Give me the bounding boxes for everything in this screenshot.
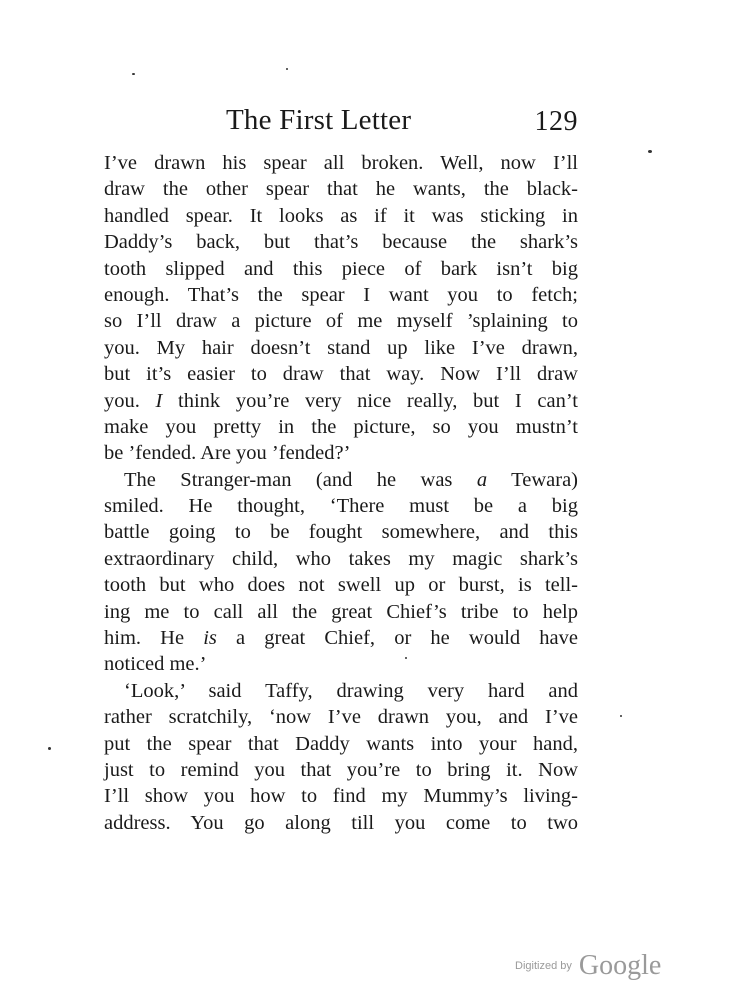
text-line: Daddy’s back, but that’s because the shark’s <box>104 231 578 254</box>
page-number: 129 <box>534 106 578 137</box>
text-line: but it’s easier to draw that way. Now I’ll draw <box>104 363 578 386</box>
italic-word: I <box>155 389 163 412</box>
text-line: rather scratchily, ‘now I’ve drawn you, and I’ve <box>104 706 578 729</box>
text-line: tooth slipped and this piece of bark isn’t big <box>104 257 578 280</box>
digitized-by-label: Digitized by <box>515 960 572 972</box>
text-line: be ’fended. Are you ’fended?’ <box>104 442 351 465</box>
scan-speck <box>620 715 622 717</box>
text-line: extraordinary child, who takes my magic shark’s <box>104 547 578 570</box>
scan-speck <box>286 68 288 70</box>
page-header <box>104 104 584 144</box>
text-line: just to remind you that you’re to bring it. Now <box>104 758 578 781</box>
text-line: enough. That’s the spear I want you to fetch; <box>104 283 578 306</box>
text-line: so I’ll draw a picture of me myself ’splaining to <box>104 310 578 333</box>
text-line: The Stranger-man (and he was a Tewara) <box>124 468 578 491</box>
text-line: I’ll show you how to find my Mummy’s living- <box>104 785 578 808</box>
scan-speck <box>48 747 51 750</box>
text-line: ‘Look,’ said Taffy, drawing very hard and <box>124 679 578 702</box>
text-line: ing me to call all the great Chief’s tribe to help <box>104 600 578 623</box>
text-line: battle going to be fought somewhere, and this <box>104 521 578 544</box>
text-line: tooth but who does not swell up or burst, is tell- <box>104 574 578 597</box>
scan-speck <box>648 150 652 153</box>
text-line: smiled. He thought, ‘There must be a big <box>104 495 578 518</box>
italic-word: a <box>476 468 488 491</box>
google-logo: Google <box>578 950 662 981</box>
body-text <box>104 150 578 836</box>
text-line: draw the other spear that he wants, the black- <box>104 178 578 201</box>
italic-word: is <box>203 627 217 650</box>
text-line: him. He is a great Chief, or he would have <box>104 627 578 650</box>
text-line: I’ve drawn his spear all broken. Well, now I’ll <box>104 152 578 174</box>
text-line: handled spear. It looks as if it was sticking in <box>104 204 578 227</box>
text-line: address. You go along till you come to two <box>104 811 578 834</box>
text-line: you. I think you’re very nice really, but I can’t <box>104 389 579 412</box>
scan-speck <box>132 73 135 75</box>
text-line: noticed me.’ <box>104 653 207 676</box>
digitized-by-google-watermark <box>515 950 661 982</box>
text-line: you. My hair doesn’t stand up like I’ve drawn, <box>104 336 578 359</box>
text-line: make you pretty in the picture, so you mustn’t <box>104 415 578 438</box>
text-line: put the spear that Daddy wants into your hand, <box>104 732 578 755</box>
running-title: The First Letter <box>226 104 412 136</box>
